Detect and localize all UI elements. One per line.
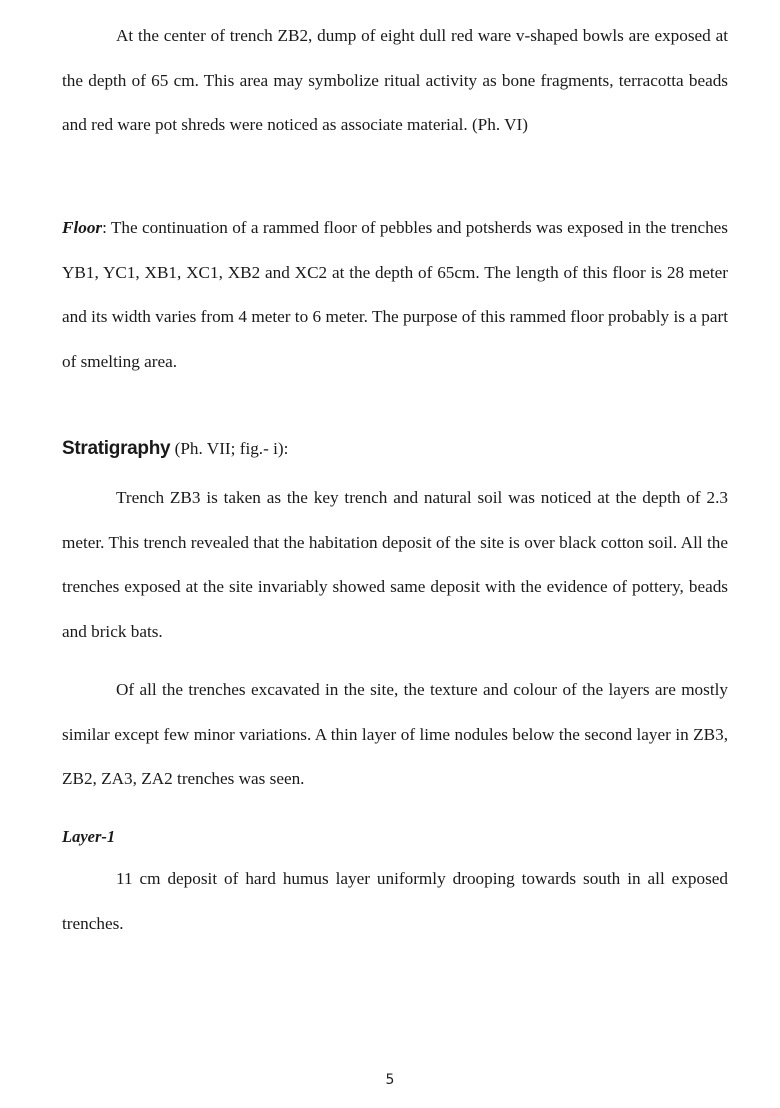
page-number: 5 bbox=[385, 1072, 395, 1088]
stratigraphy-title: Stratigraphy bbox=[62, 438, 171, 459]
stratigraphy-reference: (Ph. VII; fig.- i): bbox=[170, 439, 289, 458]
paragraph-layer-1: 11 cm deposit of hard humus layer uniformly drooping towards south in all exposed trenches. bbox=[62, 869, 728, 933]
floor-colon: : bbox=[102, 218, 107, 237]
section-heading-stratigraphy bbox=[62, 432, 288, 466]
floor-text: The continuation of a rammed floor of pebbles and potsherds was exposed in the trenches YB1, YC1, XB1, XC1, XB2 and XC2 at the depth of 65cm. The length of this floor is 28 meter and its width varies from 4 meter to 6 meter. The purpose of this rammed floor probably is a part of smelting area. bbox=[62, 218, 728, 371]
paragraph-layer-texture: Of all the trenches excavated in the site, the texture and colour of the layers are mostly similar except few minor variations. A thin layer of lime nodules below the second layer in ZB3, ZB2, ZA3, ZA2 trenches was seen. bbox=[62, 680, 728, 788]
paragraph-bowls-dump: At the center of trench ZB2, dump of eight dull red ware v-shaped bowls are exposed at the depth of 65 cm. This area may symbolize ritual activity as bone fragments, terracotta beads and red ware pot shreds were noticed as associate material. (Ph. VI) bbox=[62, 26, 728, 134]
subheading-layer-1: Layer-1 bbox=[62, 827, 116, 846]
paragraph-floor bbox=[62, 206, 728, 384]
paragraph-key-trench: Trench ZB3 is taken as the key trench and natural soil was noticed at the depth of 2.3 meter. This trench revealed that the habitation deposit of the site is over black cotton soil. All the trenches exposed at the site invariably showed same deposit with the evidence of pottery, beads and brick bats. bbox=[62, 488, 728, 641]
floor-label: Floor bbox=[62, 218, 103, 237]
